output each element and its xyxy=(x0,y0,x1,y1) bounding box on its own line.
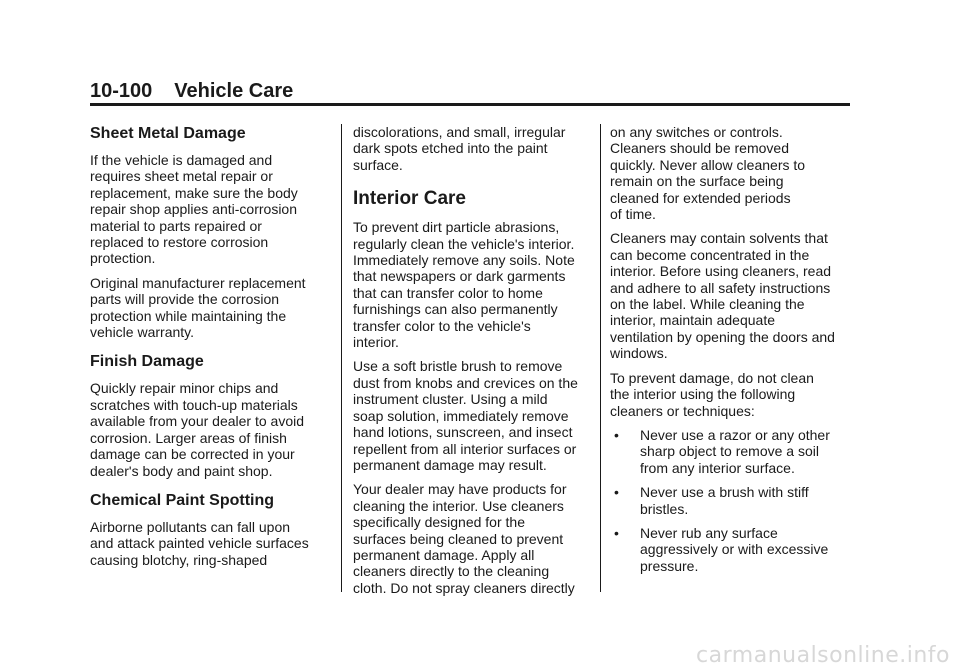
column-divider xyxy=(600,124,601,592)
paragraph: Airborne pollutants can fall upon and attack painted vehicle surfaces causing blotchy, ring-shaped xyxy=(90,518,309,568)
paragraph: Your dealer may have products for cleaning the interior. Use cleaners specifically designed for the surfaces being cleaned to prevent permanent damage. Apply all cleaners directly to the cleaning cloth. Do not spray cleaners directly xyxy=(353,481,575,596)
paragraph: Quickly repair minor chips and scratches with touch-up materials available from your dealer to avoid corrosion. Larger areas of finish damage can be corrected in your dealer's body and paint shop. xyxy=(90,380,305,479)
paragraph: If the vehicle is damaged and requires sheet metal repair or replacement, make sure the body repair shop applies anti-corrosion material to parts repaired or replaced to restore corrosion protection. xyxy=(90,152,298,267)
paragraph: discolorations, and small, irregular dark spots etched into the paint surface. xyxy=(353,124,566,173)
column-2 xyxy=(353,124,593,604)
heading-interior-care: Interior Care xyxy=(353,188,466,210)
heading-chemical-paint-spotting: Chemical Paint Spotting xyxy=(90,491,275,509)
paragraph: Original manufacturer replacement parts will provide the corrosion protection while maintaining the vehicle warranty. xyxy=(90,274,306,341)
column-divider xyxy=(341,124,342,592)
list-item: • Never use a razor or any other sharp object to remove a soil from any interior surface. xyxy=(610,427,860,476)
page-number: 10-100 xyxy=(90,80,153,102)
bullet-list xyxy=(610,427,860,574)
section-title: Vehicle Care xyxy=(174,80,294,102)
heading-sheet-metal-damage: Sheet Metal Damage xyxy=(90,125,246,142)
header-rule xyxy=(90,103,850,106)
paragraph: Cleaners may contain solvents that can become concentrated in the interior. Before using cleaners, read and adhere to all safety instructions on the label. While cleaning the interior, maintain adequate ventilation by opening the doors and windows. xyxy=(610,230,835,362)
paragraph: on any switches or controls. Cleaners should be removed quickly. Never allow cleaners to remain on the surface being cleaned for extended periods of time. xyxy=(610,124,806,223)
heading-finish-damage: Finish Damage xyxy=(90,353,204,371)
paragraph: Use a soft bristle brush to remove dust from knobs and crevices on the instrument cluster. Using a mild soap solution, immediately remove hand lotions, sunscreen, and insect repellent from all interior surfaces or permanent damage may result. xyxy=(353,358,578,473)
paragraph: To prevent damage, do not clean the interior using the following cleaners or techniques: xyxy=(610,369,814,419)
list-item: • Never rub any surface aggressively or with excessive pressure. xyxy=(610,525,860,574)
list-item: • Never use a brush with stiff bristles. xyxy=(610,484,860,517)
paragraph: To prevent dirt particle abrasions, regularly clean the vehicle's interior. Immediately remove any soils. Note that newspapers or dark garments that can transfer color to home furnishings can also permanently transfer color to the vehicle's interior. xyxy=(353,219,575,351)
column-1 xyxy=(90,124,330,576)
page-header xyxy=(90,80,850,104)
column-3 xyxy=(610,124,860,582)
watermark: carmanualsonline.info xyxy=(696,643,950,668)
